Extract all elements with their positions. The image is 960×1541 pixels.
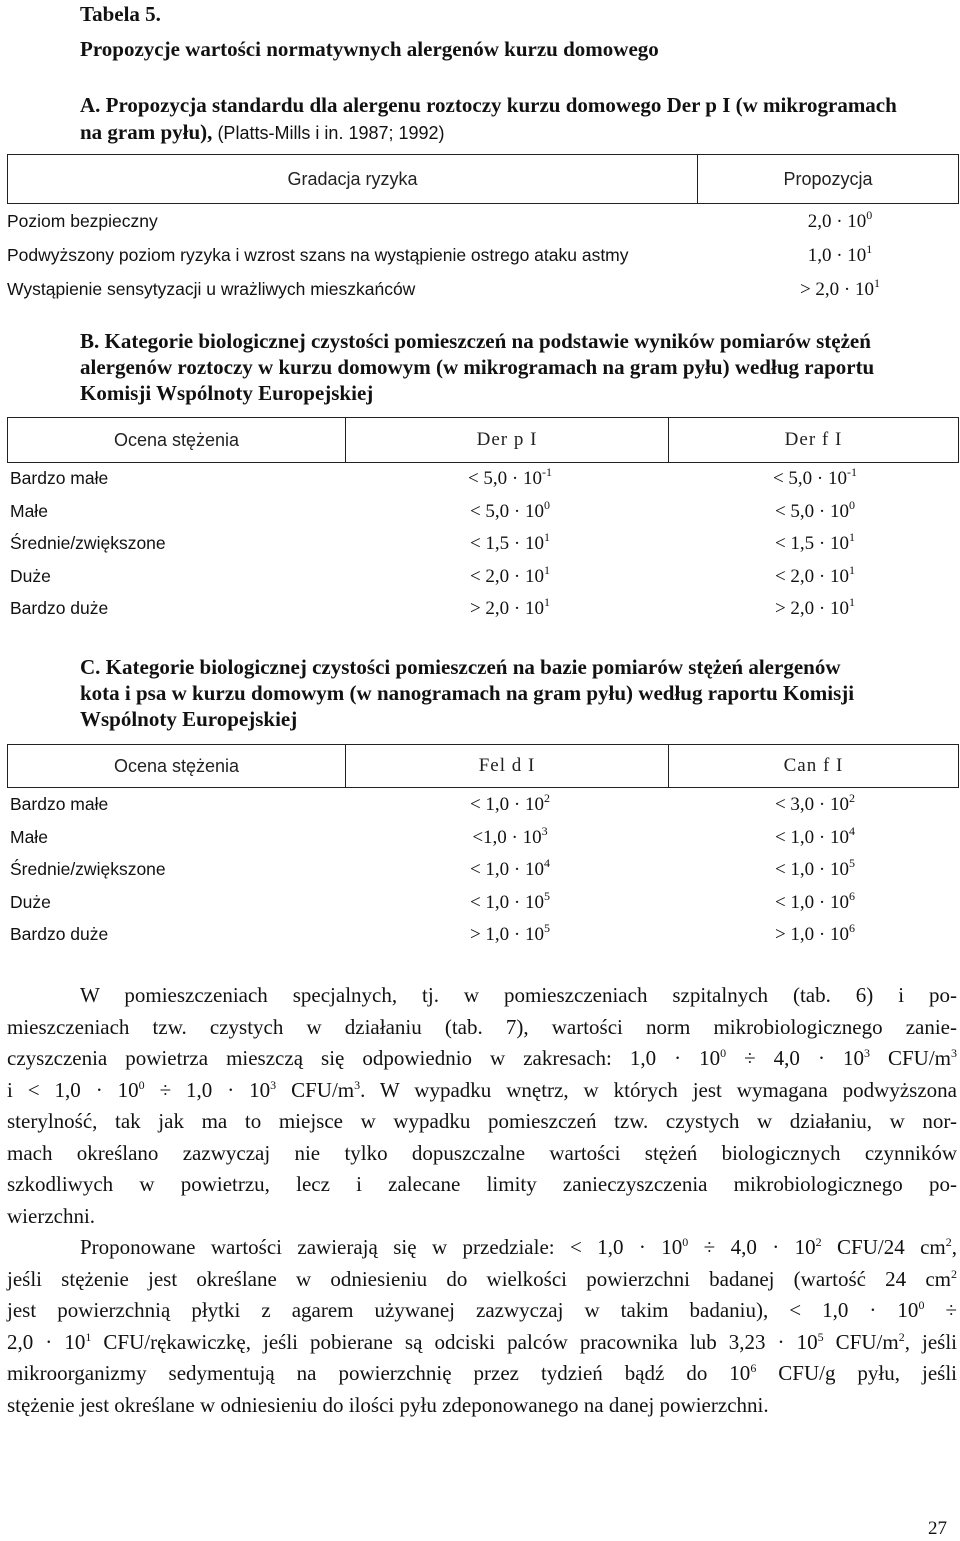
- document-title: Propozycje wartości normatywnych alergenów kurzu domowego: [80, 37, 659, 61]
- section-b-col1-value: < $5,0 \cdot 10^{-1}$: [467, 465, 553, 489]
- header-gradacja: Gradacja ryzyka: [8, 155, 698, 204]
- section-c-row-label: Średnie/zwiększone: [10, 859, 166, 879]
- section-b-col2-value: < $5,0 \cdot 10^{-1}$: [772, 465, 858, 489]
- header-der-f: Der f I: [669, 418, 959, 463]
- section-b-heading-line3: Komisji Wspólnoty Europejskiej: [80, 381, 374, 405]
- paragraph-1: [7, 980, 957, 1232]
- header-can-f: Can f I: [669, 745, 959, 788]
- section-c-col2-value: < $1,0 \cdot 10^4$: [774, 823, 856, 848]
- section-a-header-table: [7, 154, 959, 204]
- section-c-col2-value: < $1,0 \cdot 10^5$: [774, 856, 856, 880]
- section-b-col2-value: < $1,5 \cdot 10^1$: [774, 530, 856, 554]
- para1-line: W pomieszczeniach specjalnych, tj. w pomieszczeniach szpitalnych (tab. 6) i po-: [80, 983, 957, 1007]
- para2-line: Proponowane wartości zawierają się w przedziale: < $1,0 \cdot 10^0 \div 4,0 \cdot 10^2$ CFU/24 $cm^2$,: [80, 1235, 958, 1259]
- para1-line: sterylność, tak jak ma to miejsce w wypadku pomieszczeń tzw. czystych w działaniu, w nor-: [7, 1109, 957, 1133]
- section-c-col1-value: < $1,0 \cdot 10^5$: [469, 888, 551, 913]
- para1-line: wierzchni.: [7, 1203, 96, 1228]
- section-b-row-label: Średnie/zwiększone: [10, 533, 166, 553]
- para2-line: jest powierzchnią płytki z agarem używanej zazwyczaj w takim badaniu), < $1,0 \cdot 10^0$ ÷: [7, 1298, 957, 1322]
- section-c-col2-value: < $1,0 \cdot 10^6$: [774, 888, 856, 913]
- section-c-header-table: [7, 744, 959, 788]
- section-a-citation: (Platts-Mills i in. 1987; 1992): [212, 123, 445, 143]
- section-c-col2-value: < $3,0 \cdot 10^2$: [774, 791, 856, 815]
- para2-line: mikroorganizmy sedymentują na powierzchnię przez tydzień bądź do $10^6$ CFU/g pyłu, jeśli: [7, 1361, 957, 1385]
- header-ocena-b: Ocena stężenia: [8, 418, 346, 463]
- section-a-row-value: > $2,0 \cdot 10^1$: [799, 276, 881, 300]
- para2-line: $2,0 \cdot 10^1$ CFU/rękawiczkę, jeśli pobierane są odciski palców pracownika lub $3,23 \cdot 10^5$ CFU/$m^2$, jeśli: [7, 1329, 957, 1354]
- table-label: Tabela 5.: [80, 2, 161, 26]
- section-b-col2-value: < $2,0 \cdot 10^1$: [774, 562, 856, 587]
- para1-line: czyszczenia powietrza mieszczą się odpowiednio w zakresach: $1,0 \cdot 10^0 \div 4,0 \cdot 10^3$ CFU/$m^3$: [7, 1046, 957, 1070]
- page-number: 27: [928, 1518, 947, 1539]
- section-c-col1-value: $<1,0 \cdot 10^3$: [472, 823, 548, 848]
- section-b-row-label: Bardzo duże: [10, 598, 109, 618]
- section-a-row-label: Poziom bezpieczny: [7, 211, 158, 231]
- section-b-heading-line2: alergenów roztoczy w kurzu domowym (w mikrogramach na gram pyłu) według raportu: [80, 355, 875, 379]
- section-b-header-table: [7, 417, 959, 463]
- section-c-col1-value: < $1,0 \cdot 10^4$: [469, 856, 551, 880]
- section-c-heading: [80, 654, 854, 732]
- section-c-row-label: Duże: [10, 891, 51, 912]
- header-fel-d: Fel d I: [346, 745, 669, 788]
- section-b-col2-value: > $2,0 \cdot 10^1$: [774, 595, 856, 619]
- para1-line: mach określano zazwyczaj nie tylko dopuszczalne wartości stężeń biologicznych czynników: [7, 1140, 957, 1165]
- section-a-heading-line2: na gram pyłu),: [80, 120, 213, 144]
- section-b-row-label: Bardzo małe: [10, 468, 109, 488]
- section-a-heading-line1: A. Propozycja standardu dla alergenu roztoczy kurzu domowego Der p I (w mikrogramach: [80, 93, 897, 117]
- section-a-row-label: Wystąpienie sensytyzacji u wrażliwych mieszkańców: [7, 279, 416, 299]
- section-b-heading-line1: B. Kategorie biologicznej czystości pomieszczeń na podstawie wyników pomiarów stężeń: [80, 329, 871, 353]
- section-c-row-label: Małe: [10, 826, 48, 847]
- section-c-col2-value: > $1,0 \cdot 10^6$: [774, 921, 856, 945]
- section-a-row-value: $2,0 \cdot 10^0$: [807, 208, 873, 232]
- section-c-heading-line3: Wspólnoty Europejskiej: [80, 707, 298, 731]
- para1-line: szkodliwych w powietrzu, lecz i zalecane limity zanieczyszczenia mikrobiologicznego po-: [7, 1172, 957, 1196]
- header-propozycja: Propozycja: [698, 155, 959, 204]
- para1-line: $i < 1,0 \cdot 10^0 \div 1,0 \cdot 10^3$ CFU/$m^3$. W wypadku wnętrz, w których jest wymagana podwyższona: [7, 1077, 957, 1102]
- section-a-row-label: Podwyższony poziom ryzyka i wzrost szans na wystąpienie ostrego ataku astmy: [7, 245, 629, 265]
- section-b-col2-value: < $5,0 \cdot 10^0$: [774, 497, 856, 522]
- section-c-col1-value: < $1,0 \cdot 10^2$: [469, 791, 551, 815]
- para2-line: stężenie jest określane w odniesieniu do ilości pyłu zdeponowanego na danej powierzchni.: [7, 1392, 769, 1417]
- section-b-col1-value: < $1,5 \cdot 10^1$: [469, 530, 551, 554]
- para2-line: jeśli stężenie jest określane w odniesieniu do wielkości powierzchni badanej (wartość 24 $cm^2$: [7, 1266, 957, 1291]
- section-b-col1-value: > $2,0 \cdot 10^1$: [469, 595, 551, 619]
- section-c-row-label: Bardzo duże: [10, 924, 109, 944]
- section-a-row-value: $1,0 \cdot 10^1$: [807, 242, 873, 266]
- section-c-col1-value: > $1,0 \cdot 10^5$: [469, 921, 551, 945]
- paragraph-2: [7, 1232, 957, 1421]
- section-b-row-label: Małe: [10, 500, 48, 521]
- section-b-col1-value: < $2,0 \cdot 10^1$: [469, 562, 551, 587]
- section-b-row-label: Duże: [10, 565, 51, 586]
- header-ocena-c: Ocena stężenia: [8, 745, 346, 788]
- section-c-heading-line1: C. Kategorie biologicznej czystości pomieszczeń na bazie pomiarów stężeń alergenów: [80, 655, 841, 679]
- section-a-heading: [80, 92, 960, 146]
- section-c-row-label: Bardzo małe: [10, 794, 109, 814]
- section-b-col1-value: < $5,0 \cdot 10^0$: [469, 497, 551, 522]
- section-b-heading: [80, 328, 874, 406]
- header-der-p: Der p I: [346, 418, 669, 463]
- para1-line: mieszczeniach tzw. czystych w działaniu (tab. 7), wartości norm mikrobiologicznego zanie-: [7, 1014, 957, 1039]
- section-c-heading-line2: kota i psa w kurzu domowym (w nanogramach na gram pyłu) według raportu Komisji: [80, 681, 855, 705]
